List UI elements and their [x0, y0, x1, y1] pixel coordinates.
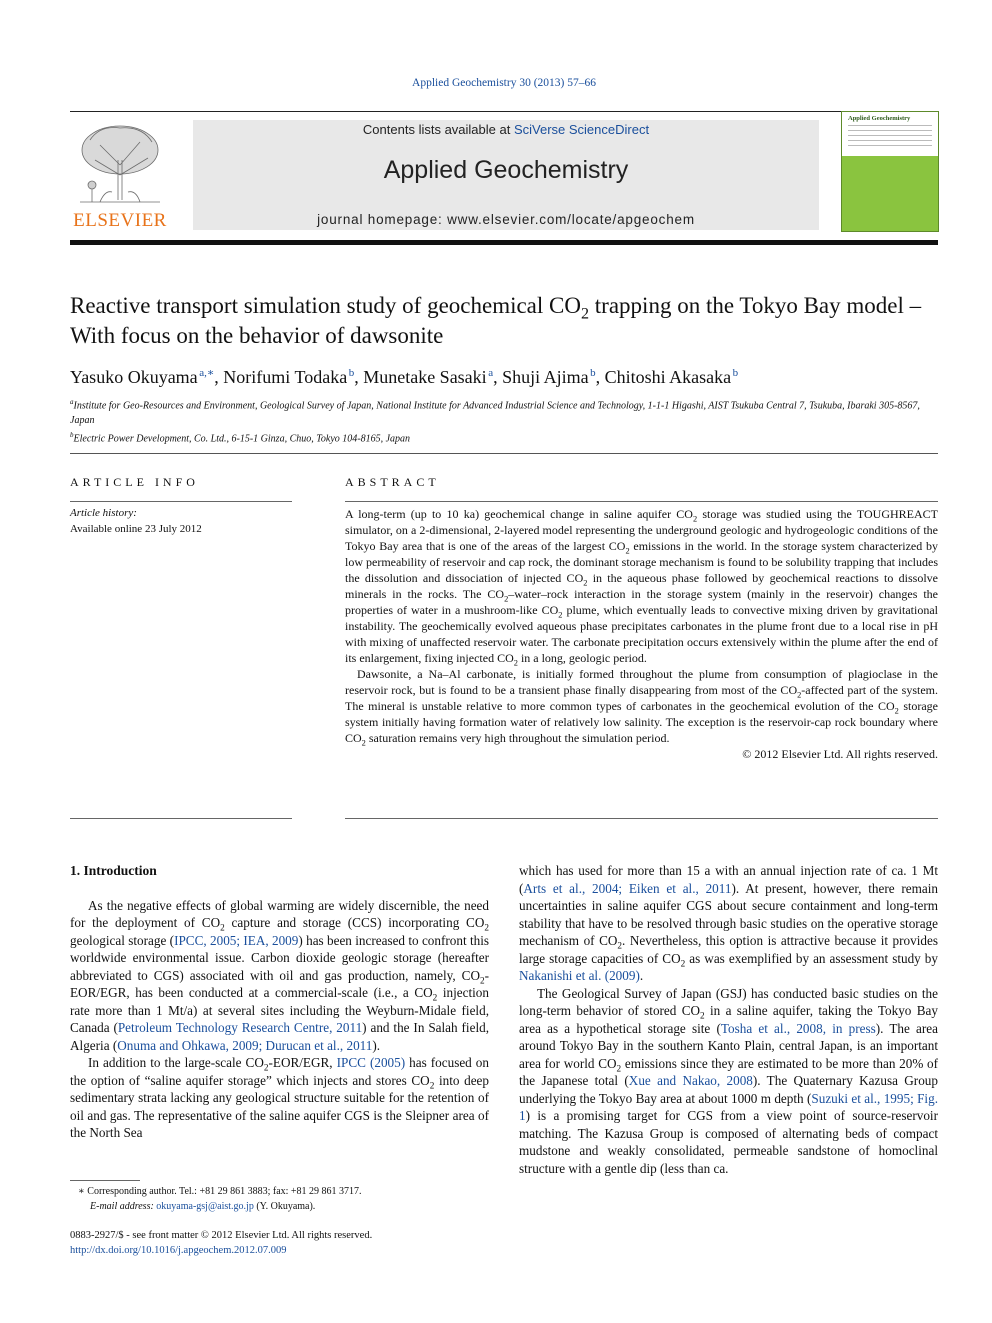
header-rule-bottom — [70, 240, 938, 245]
contents-line: Contents lists available at SciVerse ScienceDirect — [362, 122, 650, 137]
article-info-rule — [70, 501, 292, 502]
citation-link[interactable]: Arts et al., 2004; Eiken et al., 2011 — [523, 880, 732, 896]
affiliations — [70, 395, 938, 447]
available-online: Available online 23 July 2012 — [70, 523, 202, 535]
history-label: Article history: — [70, 507, 137, 519]
author-list: Yasuko Okuyama $^{a,∗}$, Norifumi Todaka $^b$, Munetake Sasaki $^a$, Shuji Ajima $^b$, Chitoshi Akasaka $^b$ — [70, 367, 739, 387]
article-info-rule-bottom — [70, 818, 292, 819]
footnote — [70, 1184, 489, 1214]
footnote-rule — [70, 1180, 140, 1181]
citation-link[interactable]: IPCC (2005) — [336, 1055, 406, 1070]
article-title: Reactive transport simulation study of geochemical $CO_2$ trapping on the Tokyo Bay model – With focus on the behavior of dawsonite — [70, 293, 922, 348]
corresponding-author: ∗ Corresponding author. Tel.: +81 29 861 3883; fax: +81 29 861 3717. — [78, 1186, 362, 1197]
author-name[interactable]: Chitoshi Akasaka — [604, 367, 732, 387]
doi-link[interactable]: http://dx.doi.org/10.1016/j.apgeochem.2012.07.009 — [70, 1244, 287, 1256]
elsevier-logo — [70, 120, 170, 232]
body-column-left: 1. Introduction As the negative effects of global warming are widely discernible, the need for the deployment of $CO_2$ capture and storage (CCS) incorporating $CO_2$ geological storage (IPCC, 2005; IEA, 2009) has been increased to confront this worldwide environmental issue. Carbon dioxide geologic storage (hereafter abbreviated to CGS) associated with oil and gas production, namely, $CO_2-EOR$/EGR, has been conducted at a commercial-scale (i.e., a $CO_2$ injection rate more than 1 Mt/a) at several sites including the Weyburn-Midale field, Canada (Petroleum Technology Research Centre, 2011) and the In Salah field, Algeria (Onuma and Ohkawa, 2009; Durucan et al., 2011). In addition to the large-scale $CO_2-EOR$/EGR, IPCC (2005) has focused on the option of “saline aquifer storage” which injects and stores $CO_2$ into deep sedimentary strata lacking any geological structure suitable for the retention of oil and gas. The representative of the saline aquifer CGS is the Sleipner area of the North Sea — [70, 863, 490, 1140]
body-column-right: which has used for more than 15 a with an annual injection rate of ca. 1 Mt (Arts et al., 2004; Eiken et al., 2011). At present, however, there remain uncertainties in saline aquifer CGS about secure containment and long-term stability that have to be resolved through basic studies on the operative storage mechanism of $CO_2$. Nevertheless, this option is attractive because it provides large storage capacities of $CO_2$ as was exemplified by an assessment study by Nakanishi et al. (2009). The Geological Survey of Japan (GSJ) has conducted basic studies on the long-term behavior of stored $CO_2$ in a saline aquifer, taking the Tokyo Bay area as a hypothetical storage site (Tosha et al., 2008, in press). The area around Tokyo Bay in the southern Kanto Plain, central Japan, is an important area for world $CO_2$ emissions since they are estimated to be more than 20% of the Japanese total (Xue and Nakao, 2008). The Quaternary Kazusa Group underlying the Tokyo Bay area at about 1000 m depth (Suzuki et al., 1995; Fig. 1) is a promising target for CGS from a view point of source-reservoir matching. The Kazusa Group is composed of alternating beds of compact mudstone and weakly consolidated, permeable sandstone of homoclinal structure with a gentle dip (less than ca. — [519, 863, 939, 1176]
journal-cover-thumbnail[interactable] — [841, 111, 939, 232]
email-line: E-mail address: okuyama-gsj@aist.go.jp (Y. Okuyama). — [90, 1201, 316, 1212]
intro-heading: 1. Introduction — [70, 863, 157, 878]
abstract-heading: ABSTRACT — [345, 475, 440, 489]
journal-citation[interactable]: Applied Geochemistry 30 (2013) 57–66 — [412, 77, 596, 89]
issn-line: 0883-2927/$ - see front matter © 2012 Elsevier Ltd. All rights reserved. — [70, 1230, 373, 1241]
article-history — [70, 505, 292, 537]
citation-link[interactable]: IPCC, 2005; IEA, 2009 — [174, 932, 299, 948]
citation-link[interactable]: Petroleum Technology Research Centre, 2011 — [117, 1020, 363, 1035]
citation-link[interactable]: Nakanishi et al. (2009) — [519, 968, 640, 983]
journal-name: Applied Geochemistry — [383, 156, 629, 184]
citation-link[interactable]: Tosha et al., 2008, in press — [720, 1020, 876, 1036]
abstract-rule-bottom — [345, 818, 938, 819]
cover-lines — [848, 125, 932, 150]
bottom-info — [70, 1229, 489, 1258]
citation-link[interactable]: Onuma and Ohkawa, 2009; Durucan et al., 2011 — [117, 1037, 373, 1053]
abstract-rule — [345, 501, 938, 502]
elsevier-tree-icon — [70, 120, 170, 210]
author-name[interactable]: Yasuko Okuyama — [70, 367, 198, 387]
header-rule-top — [70, 111, 938, 112]
email-link[interactable]: okuyama-gsj@aist.go.jp — [156, 1201, 254, 1212]
author-name[interactable]: Norifumi Todaka — [223, 367, 348, 387]
elsevier-wordmark: ELSEVIER — [73, 210, 167, 231]
article-info-heading: ARTICLE INFO — [70, 475, 199, 489]
cover-title: Applied Geochemistry — [848, 115, 911, 122]
journal-homepage[interactable]: journal homepage: www.elsevier.com/locate/apgeochem — [317, 212, 695, 227]
abstract-text: A long-term (up to 10 ka) geochemical change in saline aquifer $CO_2$ storage was studied using the TOUGHREACT simulator, on a 2-dimensional, 2-layered model representing the underground geologic and hydrogeologic conditions of the Tokyo Bay area that is one of the areas of the largest $CO_2$ emissions in the world. In the storage system characterized by low permeability of reservoir and cap rock, the dominant storage mechanism is found to be solubility trapping that includes the dissolution and dissociation of injected $CO_2$ in the aqueous phase followed by geochemical reactions to dissolve minerals in the rocks. The $CO_2-water$–rock interaction in the storage system (mainly in the reservoir) changes the properties of water in a mushroom-like $CO_2$ plume, which eventually leads to convective mixing driven by gravitational instability. The geochemically evolved aqueous phase precipitates carbonates in the plume front due to a local rise in pH with mixing of unaffected reservoir water. The carbonate precipitation occurs extensively within the plume after the end of its enlargement, fixing injected $CO_2$ in a long, geologic period. Dawsonite, a Na–Al carbonate, is initially formed throughout the plume from consumption of plagioclase in the reservoir rock, but is found to be a transient phase finally disappearing from most of the $CO_2$-affected part of the system. The mineral is unstable relative to more common types of carbonates in the geochemical evolution of the $CO_2$ storage system initially having formation water of relatively low salinity. The exception is the reservoir-cap rock boundary where $CO_2$ saturation remains very high throughout the simulation period. © 2012 Elsevier Ltd. All rights reserved. — [345, 507, 939, 761]
affiliation: $^b$Electric Power Development, Co. Ltd., 6-15-1 Ginza, Chuo, Tokyo 104-8165, Japan — [70, 431, 411, 445]
cover-top-panel — [842, 112, 938, 156]
citation-link[interactable]: Xue and Nakao, 2008 — [628, 1073, 753, 1088]
section-rule — [70, 453, 938, 454]
citation-link[interactable]: Suzuki et al., 1995; Fig. 1 — [519, 1090, 938, 1123]
journal-banner — [193, 120, 819, 230]
author-name[interactable]: Shuji Ajima — [502, 367, 589, 387]
copyright: © 2012 Elsevier Ltd. All rights reserved. — [742, 747, 938, 761]
sciencedirect-link[interactable]: SciVerse ScienceDirect — [513, 122, 650, 137]
affiliation: $^a$Institute for Geo-Resources and Environment, Geological Survey of Japan, National Institute for Advanced Industrial Science and Technology, 1-1-1 Higashi, AIST Tsukuba Central 7, Tsukuba, Ibaraki 305-8567, Japan — [70, 398, 920, 427]
author-name[interactable]: Munetake Sasaki — [363, 367, 487, 387]
